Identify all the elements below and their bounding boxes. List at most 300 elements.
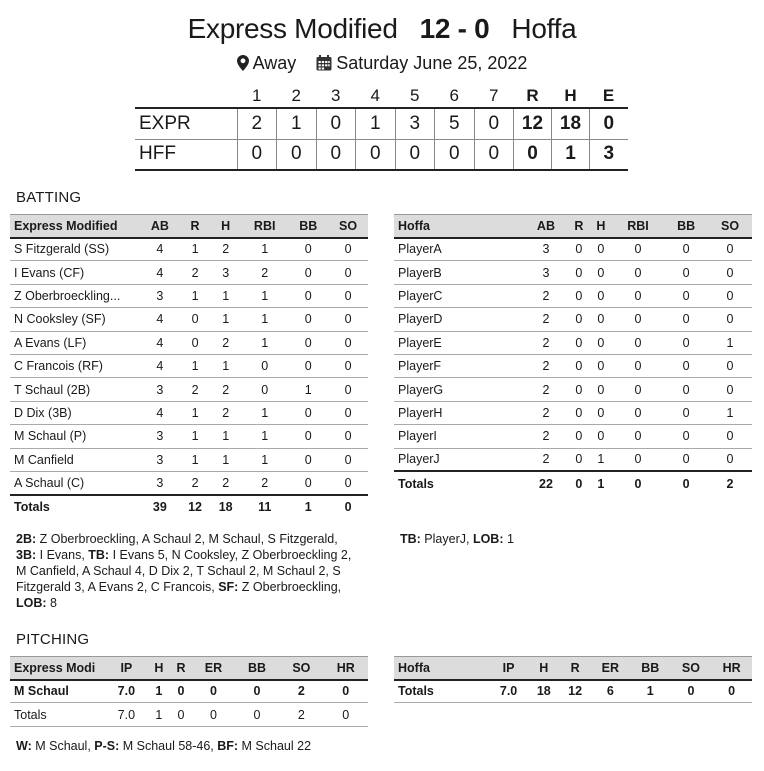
col-header: HR <box>324 657 368 680</box>
player-name: PlayerH <box>394 401 524 424</box>
stat-cell: 0 <box>664 261 708 284</box>
inning-header: 1 <box>237 84 277 108</box>
stat-cell: 0 <box>612 378 664 401</box>
stat-cell: 0 <box>590 354 612 377</box>
table-row <box>394 354 752 377</box>
stat-cell: 7.0 <box>105 703 148 726</box>
totals-label: Totals <box>10 703 105 726</box>
stat-cell: 1 <box>241 401 288 424</box>
stat-cell: 0 <box>664 471 708 494</box>
stat-cell: 1 <box>180 401 211 424</box>
note-key: LOB: <box>472 532 504 546</box>
player-name: D Dix (3B) <box>10 401 140 424</box>
col-header: R <box>559 657 590 680</box>
home-team-name: Express Modified <box>187 13 398 44</box>
linescore-row <box>135 139 628 170</box>
stat-cell: 3 <box>140 378 180 401</box>
player-name: PlayerI <box>394 425 524 448</box>
stat-cell: 0 <box>568 425 590 448</box>
stat-cell: 2 <box>180 378 211 401</box>
stat-cell: 1 <box>210 448 241 471</box>
hits-header: H <box>552 84 590 108</box>
stat-cell: 0 <box>568 471 590 494</box>
stat-cell: 0 <box>664 238 708 261</box>
stat-cell: 0 <box>328 284 368 307</box>
stat-cell: 2 <box>524 331 568 354</box>
col-header: SO <box>279 657 323 680</box>
location-text: Away <box>252 53 297 73</box>
col-header: HR <box>711 657 752 680</box>
stat-cell: 0 <box>590 425 612 448</box>
stat-cell: 2 <box>241 261 288 284</box>
totals-row <box>10 495 368 518</box>
col-header: BB <box>288 215 328 238</box>
stat-cell: 0 <box>590 238 612 261</box>
col-header: H <box>148 657 170 680</box>
stat-cell: 2 <box>180 261 211 284</box>
stat-cell: 0 <box>664 378 708 401</box>
linescore-row <box>135 108 628 139</box>
stat-cell: 0 <box>664 401 708 424</box>
stat-cell: 0 <box>664 308 708 331</box>
inning-runs: 1 <box>277 108 317 139</box>
note-value: I Evans, <box>36 548 89 562</box>
player-name: PlayerG <box>394 378 524 401</box>
player-name: I Evans (CF) <box>10 261 140 284</box>
table-row <box>394 401 752 424</box>
stat-cell: 0 <box>241 378 288 401</box>
inning-runs: 0 <box>356 139 396 170</box>
stat-cell: 0 <box>664 425 708 448</box>
col-header: H <box>528 657 559 680</box>
stat-cell: 2 <box>279 680 323 703</box>
stat-cell: 1 <box>288 495 328 518</box>
stat-cell: 0 <box>664 331 708 354</box>
stat-cell: 2 <box>524 308 568 331</box>
stat-cell: 0 <box>170 703 192 726</box>
stat-cell: 0 <box>590 284 612 307</box>
stat-cell: 0 <box>612 471 664 494</box>
stat-cell: 0 <box>324 680 368 703</box>
totals-label: Totals <box>394 471 524 494</box>
col-header: SO <box>328 215 368 238</box>
table-row <box>394 308 752 331</box>
total-hits: 18 <box>552 108 590 139</box>
stat-cell: 0 <box>664 448 708 471</box>
team-column-header: Hoffa <box>394 657 489 680</box>
inning-header: 2 <box>277 84 317 108</box>
stat-cell: 1 <box>180 425 211 448</box>
table-row <box>10 378 368 401</box>
inning-runs: 0 <box>435 139 475 170</box>
inning-runs: 3 <box>395 108 435 139</box>
stat-cell: 0 <box>590 378 612 401</box>
col-header: AB <box>140 215 180 238</box>
player-name: A Schaul (C) <box>10 471 140 494</box>
batting-header-row <box>394 215 752 238</box>
stat-cell: 1 <box>630 680 671 703</box>
stat-cell: 0 <box>708 284 752 307</box>
table-row <box>10 448 368 471</box>
col-header: H <box>210 215 241 238</box>
note-value: 1 <box>503 532 514 546</box>
note-key: TB: <box>88 548 110 562</box>
note-value: M Schaul 22 <box>238 739 312 753</box>
stat-cell: 0 <box>328 378 368 401</box>
stat-cell: 0 <box>568 238 590 261</box>
stat-cell: 2 <box>180 471 211 494</box>
linescore-table <box>135 84 628 171</box>
total-hits: 1 <box>552 139 590 170</box>
pitching-header-row <box>394 657 752 680</box>
stat-cell: 1 <box>180 284 211 307</box>
col-header: R <box>170 657 192 680</box>
stat-cell: 3 <box>140 284 180 307</box>
stat-cell: 0 <box>708 448 752 471</box>
note-key: W: <box>16 739 32 753</box>
note-value: I Evans 5, N Cooksley, Z Oberbroeckling 2, M Canfield, A Schaul 4, D Dix 2, T Schaul 2, M Schaul 2, S Fitzgerald 3, A Evans 2, C Francois, <box>16 548 352 594</box>
stat-cell: 0 <box>568 448 590 471</box>
game-meta <box>0 50 764 78</box>
player-name: A Evans (LF) <box>10 331 140 354</box>
stat-cell: 1 <box>148 680 170 703</box>
stat-cell: 1 <box>241 284 288 307</box>
stat-cell: 1 <box>148 703 170 726</box>
stat-cell: 1 <box>288 378 328 401</box>
date-text: Saturday June 25, 2022 <box>336 53 528 73</box>
stat-cell: 0 <box>235 680 279 703</box>
linescore-team: HFF <box>135 139 237 170</box>
player-name: PlayerD <box>394 308 524 331</box>
stat-cell: 0 <box>612 331 664 354</box>
stat-cell: 0 <box>324 703 368 726</box>
pitching-notes <box>16 738 736 754</box>
total-errors: 3 <box>590 139 628 170</box>
stat-cell: 0 <box>708 238 752 261</box>
stat-cell: 3 <box>140 471 180 494</box>
errors-header: E <box>590 84 628 108</box>
stat-cell: 0 <box>568 354 590 377</box>
stat-cell: 1 <box>180 238 211 261</box>
inning-runs: 1 <box>356 108 396 139</box>
stat-cell: 0 <box>328 261 368 284</box>
stat-cell: 0 <box>288 354 328 377</box>
batting-section-label: BATTING <box>16 189 82 206</box>
inning-header: 6 <box>435 84 475 108</box>
player-name: C Francois (RF) <box>10 354 140 377</box>
stat-cell: 2 <box>279 703 323 726</box>
stat-cell: 2 <box>524 425 568 448</box>
col-header: H <box>590 215 612 238</box>
stat-cell: 0 <box>568 261 590 284</box>
inning-runs: 5 <box>435 108 475 139</box>
stat-cell: 1 <box>708 401 752 424</box>
team-column-header: Express Modi <box>10 657 105 680</box>
table-row <box>10 401 368 424</box>
inning-header: 4 <box>356 84 396 108</box>
pitching-section-label: PITCHING <box>16 631 90 648</box>
stat-cell: 0 <box>288 331 328 354</box>
batting-notes-home <box>16 531 356 611</box>
stat-cell: 0 <box>612 401 664 424</box>
stat-cell: 1 <box>241 238 288 261</box>
stat-cell: 39 <box>140 495 180 518</box>
stat-cell: 0 <box>288 238 328 261</box>
col-header: ER <box>591 657 630 680</box>
stat-cell: 0 <box>328 448 368 471</box>
stat-cell: 0 <box>288 448 328 471</box>
stat-cell: 0 <box>568 284 590 307</box>
inning-header: 3 <box>316 84 356 108</box>
totals-label: Totals <box>10 495 140 518</box>
stat-cell: 2 <box>210 471 241 494</box>
pin-icon <box>237 52 249 78</box>
stat-cell: 0 <box>328 425 368 448</box>
stat-cell: 2 <box>524 448 568 471</box>
stat-cell: 1 <box>241 425 288 448</box>
linescore-team: EXPR <box>135 108 237 139</box>
table-row <box>394 238 752 261</box>
stat-cell: 0 <box>708 354 752 377</box>
total-errors: 0 <box>590 108 628 139</box>
table-row <box>10 425 368 448</box>
stat-cell: 18 <box>528 680 559 703</box>
final-score: 12 - 0 <box>419 13 490 44</box>
inning-runs: 0 <box>474 139 514 170</box>
table-row <box>10 680 368 703</box>
stat-cell: 0 <box>590 401 612 424</box>
stat-cell: 0 <box>568 308 590 331</box>
player-name: M Schaul (P) <box>10 425 140 448</box>
table-row <box>394 331 752 354</box>
col-header: RBI <box>241 215 288 238</box>
stat-cell: 0 <box>612 238 664 261</box>
stat-cell: 2 <box>210 401 241 424</box>
col-header: BB <box>664 215 708 238</box>
stat-cell: 3 <box>524 238 568 261</box>
col-header: BB <box>630 657 671 680</box>
stat-cell: 0 <box>192 680 235 703</box>
player-name: T Schaul (2B) <box>10 378 140 401</box>
player-name: M Canfield <box>10 448 140 471</box>
stat-cell: 0 <box>288 284 328 307</box>
table-row <box>10 308 368 331</box>
stat-cell: 0 <box>708 378 752 401</box>
stat-cell: 1 <box>180 448 211 471</box>
runs-header: R <box>514 84 552 108</box>
stat-cell: 0 <box>328 354 368 377</box>
inning-runs: 0 <box>316 139 356 170</box>
table-row <box>10 261 368 284</box>
stat-cell: 4 <box>140 308 180 331</box>
stat-cell: 0 <box>612 448 664 471</box>
stat-cell: 0 <box>288 471 328 494</box>
player-name: N Cooksley (SF) <box>10 308 140 331</box>
stat-cell: 0 <box>170 680 192 703</box>
stat-cell: 0 <box>568 378 590 401</box>
col-header: R <box>568 215 590 238</box>
totals-row <box>10 703 368 726</box>
col-header: ER <box>192 657 235 680</box>
stat-cell: 3 <box>140 425 180 448</box>
stat-cell: 7.0 <box>105 680 148 703</box>
note-key: 2B: <box>16 532 37 546</box>
calendar-icon <box>316 52 332 78</box>
totals-label: Totals <box>394 680 489 703</box>
stat-cell: 0 <box>671 680 712 703</box>
stat-cell: 0 <box>328 308 368 331</box>
player-name: PlayerJ <box>394 448 524 471</box>
batting-header-row <box>10 215 368 238</box>
stat-cell: 0 <box>711 680 752 703</box>
col-header: AB <box>524 215 568 238</box>
stat-cell: 4 <box>140 261 180 284</box>
stat-cell: 0 <box>328 331 368 354</box>
stat-cell: 2 <box>210 238 241 261</box>
player-name: PlayerC <box>394 284 524 307</box>
stat-cell: 1 <box>210 425 241 448</box>
stat-cell: 2 <box>241 471 288 494</box>
stat-cell: 3 <box>524 261 568 284</box>
note-key: BF: <box>217 739 239 753</box>
stat-cell: 12 <box>180 495 211 518</box>
team-column-header: Hoffa <box>394 215 524 238</box>
stat-cell: 0 <box>328 238 368 261</box>
note-value: M Schaul 58-46, <box>119 739 218 753</box>
stat-cell: 4 <box>140 331 180 354</box>
stat-cell: 1 <box>241 331 288 354</box>
note-key: TB: <box>400 532 421 546</box>
stat-cell: 0 <box>288 261 328 284</box>
stat-cell: 1 <box>590 448 612 471</box>
stat-cell: 2 <box>524 284 568 307</box>
batting-table-home <box>10 214 368 518</box>
stat-cell: 1 <box>590 471 612 494</box>
stat-cell: 3 <box>210 261 241 284</box>
col-header: BB <box>235 657 279 680</box>
stat-cell: 1 <box>241 448 288 471</box>
stat-cell: 0 <box>328 495 368 518</box>
stat-cell: 0 <box>241 354 288 377</box>
stat-cell: 22 <box>524 471 568 494</box>
stat-cell: 6 <box>591 680 630 703</box>
inning-header: 5 <box>395 84 435 108</box>
player-name: Z Oberbroeckling... <box>10 284 140 307</box>
stat-cell: 0 <box>590 331 612 354</box>
note-value: 8 <box>46 596 57 610</box>
player-name: PlayerB <box>394 261 524 284</box>
stat-cell: 2 <box>524 401 568 424</box>
table-row <box>10 238 368 261</box>
stat-cell: 12 <box>559 680 590 703</box>
col-header: IP <box>489 657 528 680</box>
stat-cell: 18 <box>210 495 241 518</box>
stat-cell: 0 <box>664 284 708 307</box>
pitching-table-home <box>10 656 368 727</box>
stat-cell: 0 <box>328 401 368 424</box>
totals-row <box>394 680 752 703</box>
table-row <box>10 284 368 307</box>
pitching-table-away <box>394 656 752 703</box>
note-key: LOB: <box>16 596 47 610</box>
stat-cell: 0 <box>568 331 590 354</box>
linescore-header-row <box>135 84 628 108</box>
stat-cell: 0 <box>612 284 664 307</box>
player-name: PlayerE <box>394 331 524 354</box>
col-header: SO <box>671 657 712 680</box>
table-row <box>394 425 752 448</box>
stat-cell: 7.0 <box>489 680 528 703</box>
player-name: S Fitzgerald (SS) <box>10 238 140 261</box>
stat-cell: 0 <box>612 425 664 448</box>
stat-cell: 0 <box>192 703 235 726</box>
table-row <box>394 261 752 284</box>
game-header <box>0 10 764 78</box>
col-header: R <box>180 215 211 238</box>
stat-cell: 0 <box>708 261 752 284</box>
note-value: Z Oberbroeckling, <box>238 580 342 594</box>
stat-cell: 1 <box>210 354 241 377</box>
inning-runs: 0 <box>395 139 435 170</box>
total-runs: 12 <box>514 108 552 139</box>
total-runs: 0 <box>514 139 552 170</box>
inning-runs: 0 <box>237 139 277 170</box>
stat-cell: 0 <box>235 703 279 726</box>
inning-runs: 0 <box>316 108 356 139</box>
stat-cell: 11 <box>241 495 288 518</box>
batting-table-away <box>394 214 752 495</box>
stat-cell: 3 <box>140 448 180 471</box>
col-header: RBI <box>612 215 664 238</box>
totals-row <box>394 471 752 494</box>
stat-cell: 0 <box>288 401 328 424</box>
stat-cell: 0 <box>288 425 328 448</box>
table-row <box>394 378 752 401</box>
note-value: M Schaul, <box>31 739 95 753</box>
note-key: 3B: <box>16 548 37 562</box>
stat-cell: 1 <box>210 308 241 331</box>
note-value: PlayerJ, <box>420 532 473 546</box>
stat-cell: 0 <box>328 471 368 494</box>
note-key: P-S: <box>94 739 120 753</box>
player-name: PlayerA <box>394 238 524 261</box>
table-row <box>10 354 368 377</box>
team-column-header: Express Modified <box>10 215 140 238</box>
note-value: Z Oberbroeckling, A Schaul 2, M Schaul, S Fitzgerald, <box>36 532 338 546</box>
stat-cell: 0 <box>612 308 664 331</box>
stat-cell: 2 <box>210 378 241 401</box>
stat-cell: 2 <box>708 471 752 494</box>
note-key: SF: <box>218 580 239 594</box>
stat-cell: 4 <box>140 354 180 377</box>
stat-cell: 0 <box>180 308 211 331</box>
stat-cell: 2 <box>524 378 568 401</box>
stat-cell: 4 <box>140 238 180 261</box>
col-header: SO <box>708 215 752 238</box>
stat-cell: 0 <box>664 354 708 377</box>
stat-cell: 0 <box>590 261 612 284</box>
batting-notes-away <box>400 531 740 547</box>
stat-cell: 1 <box>708 331 752 354</box>
table-row <box>394 448 752 471</box>
stat-cell: 0 <box>708 308 752 331</box>
table-row <box>10 331 368 354</box>
stat-cell: 1 <box>241 308 288 331</box>
stat-cell: 4 <box>140 401 180 424</box>
stat-cell: 1 <box>210 284 241 307</box>
stat-cell: 2 <box>210 331 241 354</box>
inning-header: 7 <box>474 84 514 108</box>
